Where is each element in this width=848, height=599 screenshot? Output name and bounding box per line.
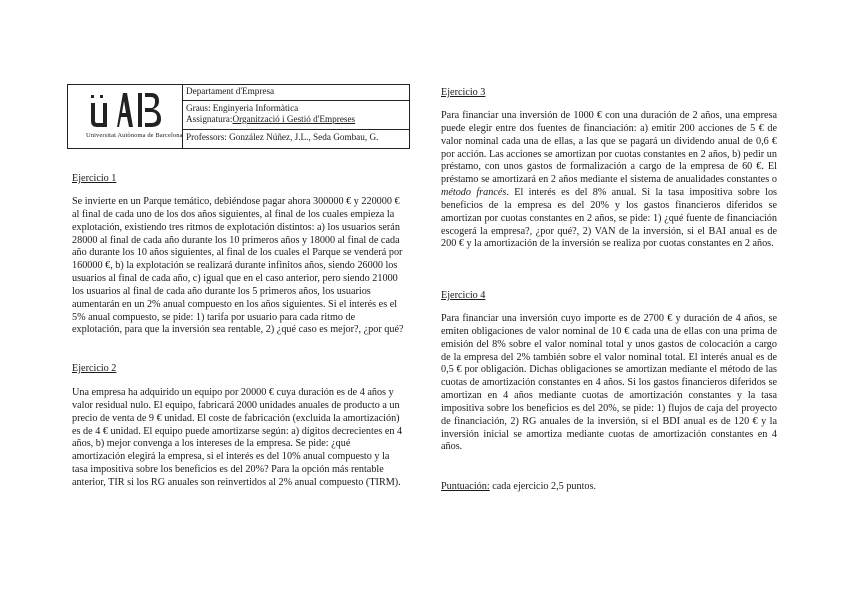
course-line — [183, 114, 409, 130]
exercise-2-title: Ejercicio 2 — [72, 363, 117, 374]
exercise-3-method: método francés — [441, 187, 507, 199]
logo-caption: Universitat Autònoma de Barcelona — [86, 132, 183, 139]
scoring-label: Puntuación: — [441, 481, 490, 492]
exercise-1-title: Ejercicio 1 — [72, 173, 117, 184]
course-name: Organització i Gestió d'Empreses — [232, 114, 356, 124]
degree-line: Graus: Enginyeria Informàtica — [186, 103, 299, 113]
exercise-2-body: Una empresa ha adquirido un equipo por 20000 € cuya duración es de 4 años y valor residual nulo. El equipo, fabricará 2000 unidades anuales de producto a un precio de venta de 9 € unidad. El coste de fabricación (excluida la amortización) es de 4 € unidad. El equipo puede amortizarse según: a) dígitos decrecientes en 4 años, b) mejor convenga a los intereses de la empresa. Se pide: ¿qué amortización elegirá la empresa, si el interés es del 10% anual compuesto y la tasa impositiva sobre los beneficios es del 20%? Para la opción más rentable anterior, TIR si los RG anuales son reinvertidos al 2% anual compuesto (TIRM). — [72, 387, 403, 488]
scoring-text: cada ejercicio 2,5 puntos. — [489, 481, 597, 492]
exercise-3-title: Ejercicio 3 — [441, 87, 486, 98]
exercise-1-body: Se invierte en un Parque temático, debiéndose pagar ahora 300000 € y 220000 € al final de cada uno de los dos años siguientes, al final de los cuales empieza la explotación, existiendo tres ritmos de explotación distintos: a) los usuarios serán 28000 al final de cada año durante los 10 primeros años y 18000 al final de cada año durante los 10 años siguientes, al final de los cuales el Parque se venderá por 160000 €, b) la explotación se realizará durante infinitos años, siendo 26000 los usuarios al final de cada año, c) igual que en el caso anterior, pero siendo 21000 los usuarios al final de cada año durante los 5 primeros años, los usuarios aumentarán en un 2% anual compuesto en los años siguientes. Si el interés es el 5% anual compuesto, se pide: 1) tarifa por usuario para cada ritmo de explotación, para que la inversión sea rentable, 2) ¿qué caso es mejor?, ¿por qué? — [72, 196, 404, 336]
uab-logo-icon — [87, 91, 163, 129]
university-logo — [68, 85, 183, 148]
exercise-3-text-a: Para financiar una inversión de 1000 € con una duración de 2 años, una empresa puede elegir entre dos fuentes de financiación: a) emitir 200 acciones de 5 € de valor nominal cada una de ellas, a las que se pagará un dividendo anual de 0,6 € por acción. Las acciones se amortizan por cuotas constantes en 2 años, b) pedir un préstamo, con unos gastos de formalización a cargo de la empresa de 60 €. El préstamo se amortizará en 2 años mediante el sistema de anualidades constantes o — [441, 110, 777, 186]
scoring-line — [441, 481, 596, 494]
exercise-3-text-b: . El interés es del 8% anual. Si la tasa impositiva sobre los beneficios de la empresa es del 20% y los gastos financieros diferidos se amortizan por cuotas constantes en 2 años, se pide: 1) ¿qué fuente de financiación escogerá la empresa?, ¿por qué?, 2) VAN de la inversión, si el BAI anual es de 200 € y la amortización de la inversión se realiza por cuotas constantes en 2 años. — [441, 187, 777, 250]
header-table — [67, 84, 410, 149]
exercise-4-title: Ejercicio 4 — [441, 290, 486, 301]
professors-line: Professors: González Núñez, J.L., Seda Gombau, G. — [186, 132, 379, 142]
course-label: Assignatura: — [186, 114, 233, 124]
exercise-4-body: Para financiar una inversión cuyo importe es de 2700 € y duración de 4 años, se emiten obligaciones de valor nominal de 10 € cada una de ellas con una prima de emisión del 8% sobre el valor nominal total y unos gastos de colocación a cargo de la empresa del 2% también sobre el valor nominal total. El interés anual es de 0,5 € por obligación. Dichas obligaciones se amortizan mediante el método de las cuotas de amortización constantes en 4 años. Si los gastos financieros diferidos se amortizan en 4 años mediante cuotas de amortización constantes y la tasa impositiva sobre los beneficios es del 20%, se pide: 1) flujos de caja del proyecto de financiación, 2) RG anuales de la inversión, si el BDI anual es de 120 € y la inversión inicial se amortiza mediante cuotas de amortización constantes en 4 años. — [441, 313, 777, 453]
department-name: Departament d'Empresa — [183, 86, 409, 101]
exercise-3-body — [441, 110, 777, 251]
